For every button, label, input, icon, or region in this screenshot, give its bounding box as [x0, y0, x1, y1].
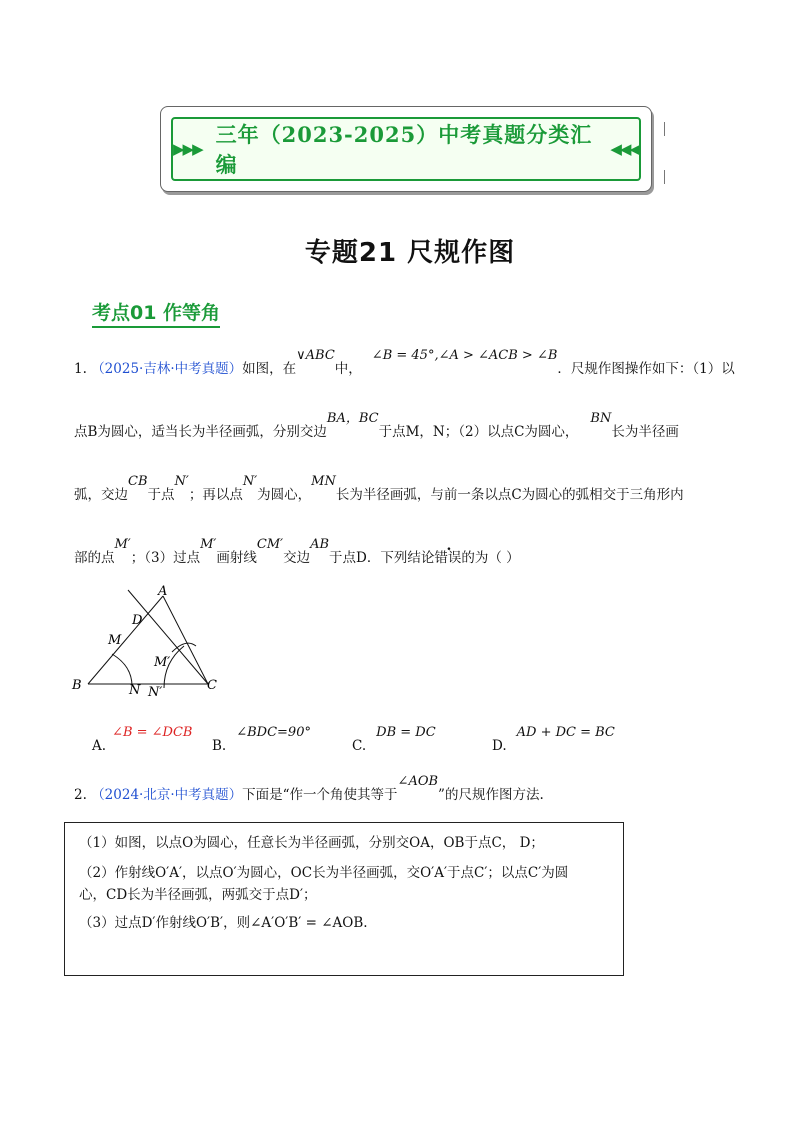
label-c: C	[207, 678, 217, 693]
label-d: D	[132, 613, 143, 628]
banner-text: 三年（2023-2025）中考真题分类汇编	[215, 122, 593, 177]
q1-sides: BA，BC	[326, 411, 379, 426]
q1-text: 长为半径画	[611, 424, 679, 440]
label-m: M	[108, 633, 122, 648]
q1-option-b[interactable]	[212, 725, 311, 754]
q2-text: ”的尺规作图方法.	[438, 787, 544, 803]
q1-nprime: N′	[242, 474, 258, 489]
q2-step-1: （1）如图，以点O为圆心，任意长为半径画弧，分别交OA，OB于点C， D；	[79, 835, 544, 851]
option-letter: A.	[92, 738, 107, 754]
q1-condition: ∠B = 45°,∠A > ∠ACB > ∠B	[371, 348, 558, 363]
option-letter: D.	[492, 738, 507, 754]
q1-option-a[interactable]	[92, 725, 193, 754]
q1-emphasis-wrong: 错误	[434, 550, 462, 566]
q1-option-c[interactable]	[352, 725, 436, 754]
q2-text: 下面是“作一个角使其等于	[242, 787, 398, 803]
side-ac	[163, 596, 208, 684]
option-expression: ∠B = ∠DCB	[112, 725, 193, 740]
q2-step-3: （3）过点D′作射线O′B′，则∠A′O′B′ = ∠AOB.	[79, 915, 368, 931]
q2-line-1	[74, 774, 544, 804]
q1-bn: BN	[590, 411, 612, 426]
q1-triangle-figure	[68, 582, 228, 700]
q2-angle: ∠AOB	[397, 774, 439, 789]
option-expression: ∠BDC=90°	[236, 725, 311, 740]
header-banner-inner	[171, 117, 641, 181]
q1-line-2	[74, 411, 679, 441]
q1-text: 如图，在	[242, 361, 297, 377]
option-expression: DB = DC	[376, 725, 436, 740]
q1-mprime: M′	[114, 537, 131, 552]
q1-text: ．尺规作图操作如下：（1）以	[557, 361, 735, 377]
banner-side-mark	[664, 170, 665, 184]
arc-nprime	[172, 643, 196, 652]
banner-left-arrows-icon: ▶▶▶	[173, 140, 202, 158]
q1-line-4	[74, 537, 520, 567]
q1-text: 点B为圆心，适当长为半径画弧，分别交边	[74, 424, 327, 440]
q1-text: 于点	[147, 487, 175, 503]
q1-ab: AB	[310, 537, 330, 552]
q1-option-d[interactable]	[492, 725, 615, 754]
q1-text: ；（3）过点	[130, 550, 201, 566]
label-mprime: M′	[154, 655, 171, 670]
q2-step-2b: 心，CD长为半径画弧，两弧交于点D′；	[79, 887, 317, 903]
q1-text: 部的点	[74, 550, 115, 566]
option-expression: AD + DC = BC	[516, 725, 615, 740]
q1-cb: CB	[128, 474, 148, 489]
side-ba	[88, 596, 163, 684]
q1-text: 长为半径画弧，与前一条以点C为圆心的弧相交于三角形内	[335, 487, 684, 503]
q2-method-box	[64, 822, 624, 976]
banner-side-mark	[664, 122, 665, 136]
option-letter: C.	[352, 738, 367, 754]
q2-step-2a: （2）作射线O′A′，以点O′为圆心，OC长为半径画弧，交O′A′于点C′；以点C′为圆	[79, 865, 569, 881]
q1-triangle: ∨ABC	[296, 348, 335, 363]
section-heading: 考点01 作等角	[92, 298, 220, 328]
banner-right-arrows-icon: ◀◀◀	[610, 140, 639, 158]
q2-source: （2024·北京·中考真题）	[91, 787, 243, 803]
label-nprime: N′	[148, 685, 163, 700]
label-n: N	[129, 683, 141, 698]
q1-ray: CM′	[256, 537, 284, 552]
q1-text: ；再以点	[188, 487, 243, 503]
q1-text: 弧，交边	[74, 487, 128, 503]
q1-mprime: M′	[200, 537, 217, 552]
q1-text: 中，	[334, 361, 362, 377]
q1-source: （2025·吉林·中考真题）	[91, 361, 243, 377]
q1-text: 的为（ ）	[461, 550, 520, 566]
q1-line-1	[74, 348, 735, 378]
option-letter: B.	[212, 738, 227, 754]
header-banner	[160, 106, 652, 192]
q1-line-3	[74, 474, 684, 504]
q1-text: 为圆心，	[257, 487, 312, 503]
arc-b	[112, 654, 132, 686]
q1-number: 1.	[74, 361, 87, 377]
page-title: 专题21 尺规作图	[304, 238, 516, 268]
q2-number: 2.	[74, 787, 87, 803]
label-b: B	[72, 678, 82, 693]
q1-nprime: N′	[174, 474, 189, 489]
label-a: A	[158, 584, 168, 599]
q1-text: 交边	[283, 550, 311, 566]
q1-text: 于点D．下列结论	[329, 550, 435, 566]
q1-text: 于点M，N；（2）以点C为圆心，	[378, 424, 579, 440]
q1-mn: MN	[311, 474, 336, 489]
q1-text: 画射线	[216, 550, 257, 566]
